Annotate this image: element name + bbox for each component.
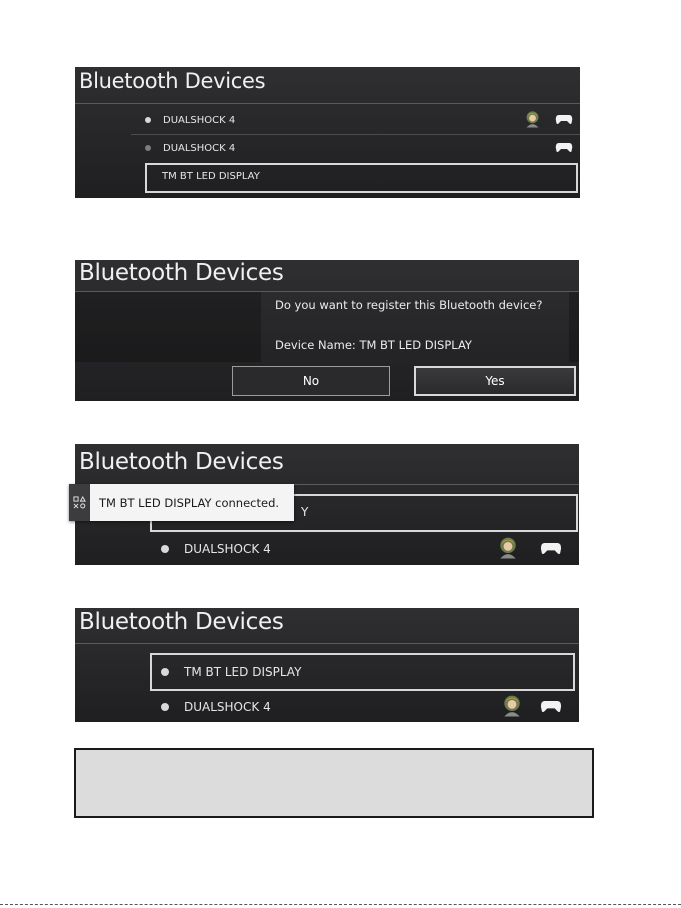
note-box [74,748,594,818]
connected-notification [69,484,294,521]
status-dot [161,668,169,676]
bluetooth-devices-panel-registered [75,608,579,722]
dialog-left-shade [75,292,261,362]
gamepad-icon [540,700,562,713]
bluetooth-devices-panel-list [75,67,580,198]
device-name: TM BT LED DISPLAY [162,171,260,182]
page-title: Bluetooth Devices [79,609,284,635]
yes-button[interactable]: Yes [414,366,576,396]
device-name-partial: Y [301,505,309,519]
user-avatar-icon [501,693,523,718]
status-dot [145,145,151,151]
title-divider [75,643,579,644]
bluetooth-register-dialog-panel [75,260,579,401]
notification-text: TM BT LED DISPLAY connected. [99,495,280,510]
status-dot [145,117,151,123]
status-dot [161,703,169,711]
dialog-question: Do you want to register this Bluetooth device? [275,298,543,312]
user-avatar-icon [524,109,541,129]
device-name: DUALSHOCK 4 [184,700,271,714]
page-footer-rule [0,904,681,905]
status-dot [161,545,169,553]
row-divider [131,134,580,135]
playstation-buttons-icon [73,496,86,509]
no-button[interactable]: No [232,366,390,396]
dialog-right-shade [569,292,579,362]
device-row-tm-bt-led-display[interactable] [161,662,561,682]
gamepad-icon [540,542,562,555]
notification-icon-area [69,484,90,521]
device-name: TM BT LED DISPLAY [184,665,302,679]
user-avatar-icon [497,535,519,560]
gamepad-icon [555,114,573,125]
page-title: Bluetooth Devices [79,449,284,475]
device-name: DUALSHOCK 4 [163,142,236,154]
device-name: DUALSHOCK 4 [184,542,271,556]
page-title: Bluetooth Devices [79,69,266,93]
page-title: Bluetooth Devices [79,260,284,286]
device-row-dualshock-2[interactable] [145,139,575,157]
title-divider [75,103,580,104]
gamepad-icon [555,142,573,153]
device-row-dualshock-1[interactable] [145,111,575,129]
dialog-device-name: Device Name: TM BT LED DISPLAY [275,338,472,352]
device-name: DUALSHOCK 4 [163,114,236,126]
